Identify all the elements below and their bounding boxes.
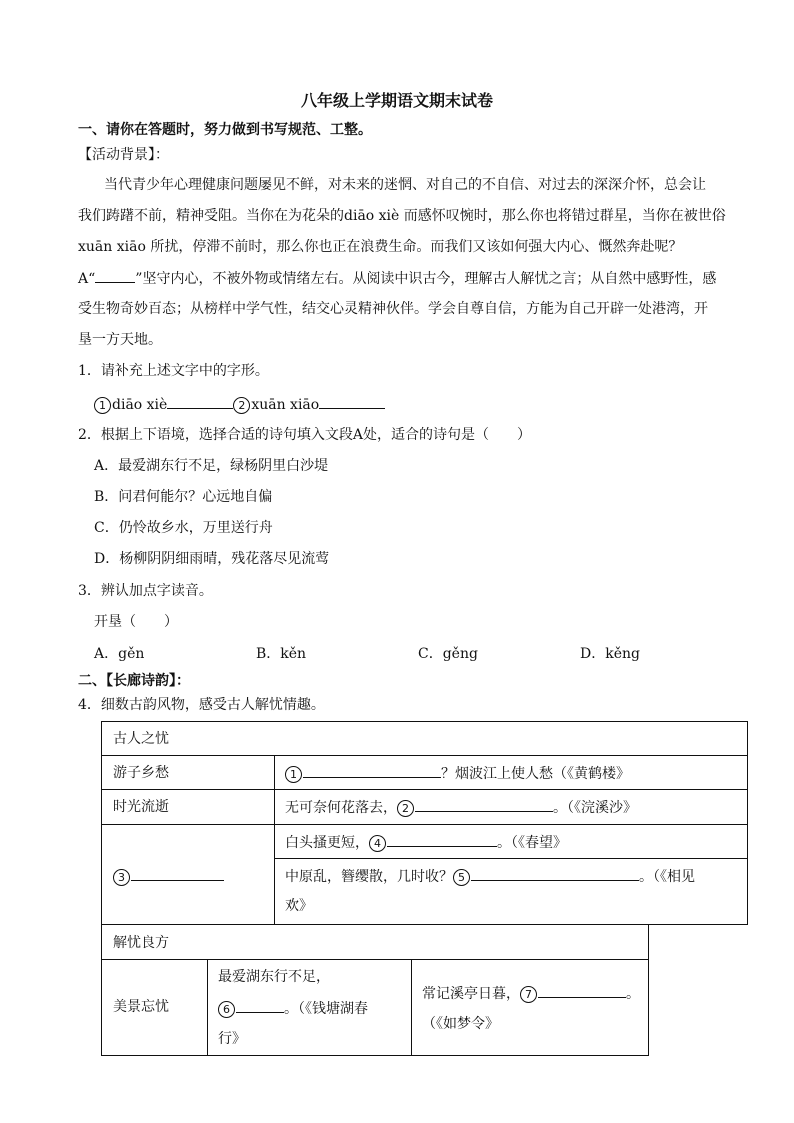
row-label-homesick: 游子乡愁 xyxy=(113,765,169,781)
blank-7[interactable] xyxy=(538,983,626,998)
q3-option-d[interactable]: D．kěng xyxy=(580,646,640,662)
passage-a-prefix: A“ xyxy=(78,271,96,287)
circled-number-2: 2 xyxy=(233,397,250,414)
row3b-prefix: 中原乱，簪缨散，几时收？ xyxy=(285,869,453,885)
circled-number-4: 4 xyxy=(369,835,386,852)
q1-blank-1[interactable] xyxy=(167,394,233,409)
row-label-time: 时光流逝 xyxy=(113,799,169,815)
row3a-suffix: 。（《春望》 xyxy=(497,835,567,851)
q2-option-d[interactable]: D．杨柳阴阴细雨晴，残花落尽见流莺 xyxy=(94,551,330,567)
q3-option-a[interactable]: A．gěn xyxy=(94,646,145,662)
blank-5[interactable] xyxy=(471,866,639,881)
q2-option-c[interactable]: C．仍怜故乡水，万里送行舟 xyxy=(94,520,273,536)
q1-blank-2[interactable] xyxy=(319,394,385,409)
q3-stem: 3．辨认加点字读音。 xyxy=(78,583,213,599)
circled-number-1: 1 xyxy=(285,766,302,783)
row3a-prefix: 白头搔更短， xyxy=(285,835,369,851)
row1-text: ？烟波江上使人愁（《黄鹤楼》 xyxy=(441,766,630,782)
q1-item-2: xuān xiāo xyxy=(251,397,320,413)
row4-cell1-line3: 行》 xyxy=(218,1031,246,1047)
row4-cell2-line2: （《如梦令》 xyxy=(422,1016,499,1032)
section1-heading: 一、请你在答题时，努力做到书写规范、工整。 xyxy=(78,122,372,138)
blank-3[interactable] xyxy=(131,866,224,881)
blank-1[interactable] xyxy=(303,763,441,778)
background-label: 【活动背景】： xyxy=(78,147,169,163)
row-label-3 xyxy=(113,866,224,887)
blank-4[interactable] xyxy=(387,832,497,847)
blank-2[interactable] xyxy=(415,797,553,812)
circled-number-3: 3 xyxy=(113,869,130,886)
row4-c1-suffix: 。（《钱塘湖春 xyxy=(284,1001,368,1017)
passage-line-3: xuān xiāo 所扰，停滞不前时，那么你也正在浪费生命。而我们又该如何强大内心、慨然奔赴呢？ xyxy=(78,239,683,255)
section2-heading: 二、【长廊诗韵】： xyxy=(78,673,190,689)
q1-item-1: diāo xiè xyxy=(112,397,168,413)
passage-line-2: 我们踌躇不前，精神受阻。当你在为花朵的diāo xiè 而感怀叹惋时，那么你也将错过群星，当你在被世俗 xyxy=(78,208,726,224)
q2-option-b[interactable]: B．问君何能尔？心远地自偏 xyxy=(94,489,273,505)
circled-number-6: 6 xyxy=(218,1001,235,1018)
row2-prefix: 无可奈何花落去， xyxy=(285,800,397,816)
q1-answers xyxy=(94,394,385,415)
q3-option-c[interactable]: C．gěng xyxy=(418,646,478,662)
row-cell-3b xyxy=(285,866,695,887)
blank-6[interactable] xyxy=(236,998,284,1013)
row-label-scenery: 美景忘忧 xyxy=(113,999,169,1015)
table-header-remedies: 解忧良方 xyxy=(113,935,169,951)
page-title: 八年级上学期语文期末试卷 xyxy=(300,91,493,110)
passage-line-6: 垦一方天地。 xyxy=(78,332,162,348)
table-header-worries: 古人之忧 xyxy=(113,731,169,747)
row4-cell1-line1: 最爱湖东行不足， xyxy=(218,969,330,985)
row3b-suffix: 。（《相见 xyxy=(639,869,695,885)
passage-line-5: 受生物奇妙百态；从榜样中学气性，结交心灵精神伙伴。学会自尊自信，方能为自己开辟一处港湾，开 xyxy=(78,301,708,317)
row-cell-time xyxy=(285,797,637,818)
q3-option-b[interactable]: B．kěn xyxy=(256,646,307,662)
row-cell-homesick xyxy=(285,763,630,784)
circled-number-1: 1 xyxy=(94,397,111,414)
blank-a[interactable] xyxy=(95,268,135,283)
q3-word: 开垦（ ） xyxy=(94,614,178,630)
row4-c2-prefix: 常记溪亭日暮， xyxy=(422,986,520,1002)
row4-c2-suffix: 。 xyxy=(626,986,640,1002)
circled-number-2: 2 xyxy=(397,800,414,817)
q1-stem: 1．请补充上述文字中的字形。 xyxy=(78,363,269,379)
row2-suffix: 。（《浣溪沙》 xyxy=(553,800,637,816)
q2-option-a[interactable]: A．最爱湖东行不足，绿杨阴里白沙堤 xyxy=(94,458,329,474)
circled-number-7: 7 xyxy=(520,986,537,1003)
row-cell-3a xyxy=(285,832,567,853)
row4-cell1-line2 xyxy=(218,998,368,1019)
circled-number-5: 5 xyxy=(453,869,470,886)
passage-a-suffix: ”坚守内心，不被外物或情绪左右。从阅读中识古今，理解古人解忧之言；从自然中感野性，感 xyxy=(135,271,717,287)
passage-line-4 xyxy=(78,268,716,289)
q2-stem: 2．根据上下语境，选择合适的诗句填入文段A处，适合的诗句是（ ） xyxy=(78,427,532,443)
row-cell-3b-cont: 欢》 xyxy=(285,898,313,914)
q4-stem: 4．细数古韵风物，感受古人解忧情趣。 xyxy=(78,697,325,713)
row4-cell2-line1 xyxy=(422,983,640,1004)
passage-line-1: 当代青少年心理健康问题屡见不鲜，对未来的迷惘、对自己的不自信、对过去的深深介怀，总会让 xyxy=(104,177,706,193)
